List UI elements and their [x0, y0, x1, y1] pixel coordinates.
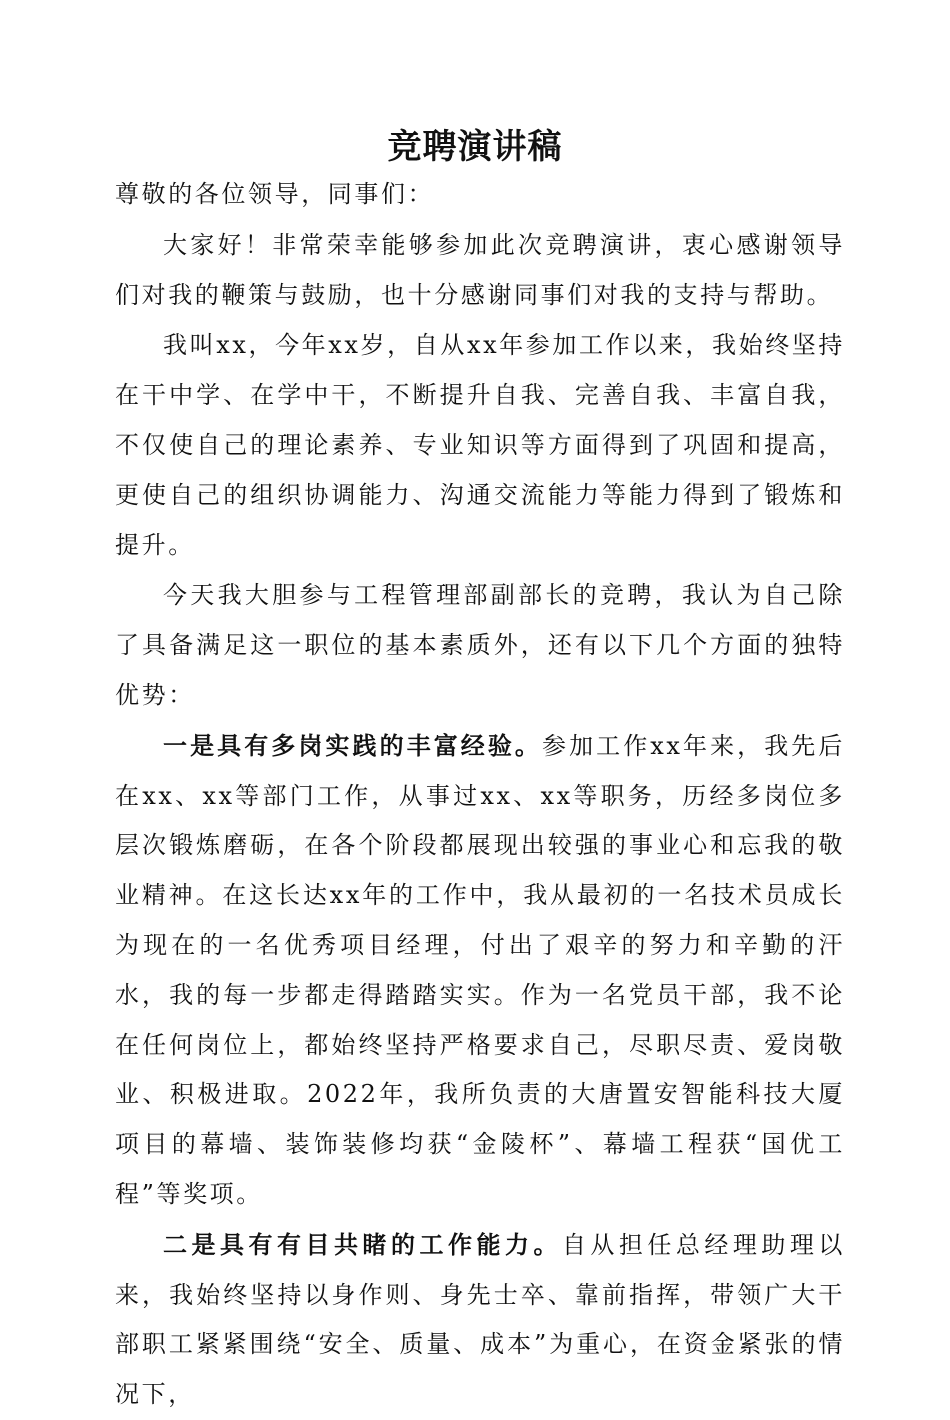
paragraph-advantage-one [115, 721, 845, 1220]
paragraph-greeting [115, 220, 845, 321]
document-title: 竞聘演讲稿 [387, 127, 563, 167]
paragraph-lead: 一是具有多岗实践的丰富经验。 [163, 730, 542, 760]
document-body [115, 170, 845, 1420]
paragraph-lead: 二是具有有目共睹的工作能力。 [163, 1229, 562, 1259]
paragraph-advantage-two [115, 1220, 845, 1420]
paragraph-text: 自从担任总经理助理以来，我始终坚持以身作则、身先士卒、靠前指挥，带领广大干部职工紧紧围绕“安全、质量、成本”为重心，在资金紧张的情况下， [115, 1230, 845, 1409]
paragraph-text: 参加工作xx年来，我先后在xx、xx等部门工作，从事过xx、xx等职务，历经多岗位多层次锻炼磨砺，在各个阶段都展现出较强的事业心和忘我的敬业精神。在这长达xx年的工作中，我从最初的一名技术员成长为现在的一名优秀项目经理，付出了艰辛的努力和辛勤的汗水，我的每一步都走得踏踏实实。作为一名党员干部，我不论在任何岗位上，都始终坚持严格要求自己，尽职尽责、爱岗敬业、积极进取。2022年，我所负责的大唐置安智能科技大厦项目的幕墙、装饰装修均获“金陵杯”、幕墙工程获“国优工程”等奖项。 [115, 731, 845, 1208]
paragraph-introduction [115, 320, 845, 570]
salutation: 尊敬的各位领导，同事们： [115, 180, 435, 208]
paragraph-motivation [115, 570, 845, 720]
paragraph-text: 我叫xx，今年xx岁，自从xx年参加工作以来，我始终坚持在干中学、在学中干，不断提升自我、完善自我、丰富自我，不仅使自己的理论素养、专业知识等方面得到了巩固和提高，更使自己的组织协调能力、沟通交流能力等能力得到了锻炼和提升。 [115, 331, 846, 559]
paragraph-text: 今天我大胆参与工程管理部副部长的竞聘，我认为自己除了具备满足这一职位的基本素质外，还有以下几个方面的独特优势： [115, 581, 845, 709]
paragraph-text: 大家好！非常荣幸能够参加此次竞聘演讲，衷心感谢领导们对我的鞭策与鼓励，也十分感谢同事们对我的支持与帮助。 [115, 230, 845, 309]
